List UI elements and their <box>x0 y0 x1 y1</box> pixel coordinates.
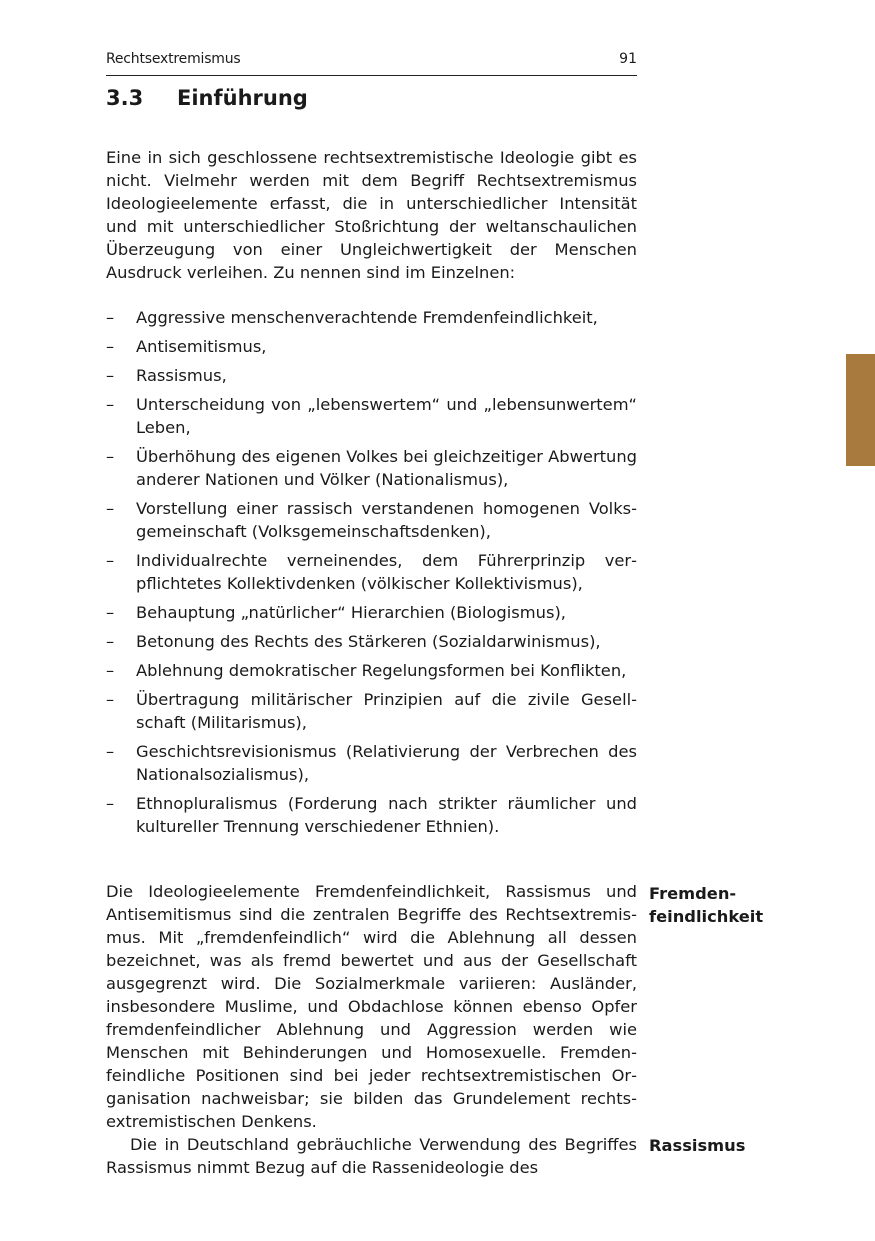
list-dash: – <box>106 632 115 651</box>
list-dash: – <box>106 499 115 518</box>
chapter-thumb-tab <box>846 354 875 466</box>
list-dash: – <box>106 690 115 709</box>
list-item: – Individualrechte verneinendes, dem Führerprinzip verpflichtetes Kollektivdenken (völkischer Kollektivismus), <box>106 551 637 593</box>
list-item: – Überhöhung des eigenen Volkes bei gleichzeitiger Abwertung anderer Nationen und Völker (Nationalismus), <box>106 447 637 489</box>
running-header <box>106 51 637 76</box>
page-number: 91 <box>619 51 637 67</box>
list-item: – Unterscheidung von „lebenswertem“ und „lebensunwertem“ Leben, <box>106 395 637 437</box>
list-dash: – <box>106 661 115 680</box>
list-item: – Behauptung „natürlicher“ Hierarchien (Biologismus), <box>106 603 566 622</box>
list-dash: – <box>106 551 115 570</box>
paragraph-fremdenfeindlichkeit <box>106 880 637 1133</box>
list-dash: – <box>106 447 115 466</box>
list-dash: – <box>106 308 115 327</box>
margin-note-rassismus: Rassismus <box>649 1136 746 1155</box>
intro-paragraph: Eine in sich geschlossene rechtsextremistische Ideologie gibt es nicht. Vielmehr werden mit dem Begriff Rechtsextremismus Ideologieelemente erfasst, die in unterschiedlicher Intensität und mit unterschiedlicher Stoßrichtung der weltanschaulichen Überzeugung von einer Ungleichwertigkeit der Menschen Ausdruck verleihen. Zu nennen sind im Einzelnen: <box>106 148 637 282</box>
list-dash: – <box>106 742 115 761</box>
list-item: – Rassismus, <box>106 366 227 385</box>
section-heading <box>106 86 308 110</box>
list-dash: – <box>106 395 115 414</box>
ideology-elements-list <box>106 306 637 844</box>
list-dash: – <box>106 794 115 813</box>
list-item: – Übertragung militärischer Prinzipien auf die zivile Gesellschaft (Militarismus), <box>106 690 637 732</box>
list-item: – Ablehnung demokratischer Regelungsformen bei Konflikten, <box>106 661 627 680</box>
paragraph-fremdenfeindlichkeit-text: Die Ideologieelemente Fremdenfeindlichkeit, Rassismus und Antisemitismus sind die zentralen Begriffe des Rechtsextremismus. Mit „fremdenfeindlich“ wird die Ablehnung all dessen bezeichnet, was als fremd bewertet und aus der Gesellschaft ausgegrenzt wird. Die Sozialmerkmale variieren: Ausländer, insbesondere Muslime, und Obdachlose können ebenso Opfer fremdenfeindlicher Ablehnung und Aggression werden wie Menschen mit Behinderungen und Homosexuelle. Fremdenfeindliche Positionen sind bei jeder rechtsextremistischen Organisation nachweisbar; sie bilden das Grundelement rechtsextremistischen Denkens. <box>106 882 637 1131</box>
list-dash: – <box>106 366 115 385</box>
list-dash: – <box>106 603 115 622</box>
margin-note-line: feindlichkeit <box>649 907 764 926</box>
list-item: – Antisemitismus, <box>106 337 267 356</box>
section-number: 3.3 <box>106 86 144 110</box>
paragraph-rassismus <box>106 1133 637 1179</box>
margin-note-fremdenfeindlichkeit <box>649 882 763 928</box>
section-title: Einführung <box>177 86 308 110</box>
list-item: – Betonung des Rechts des Stärkeren (Sozialdarwinismus), <box>106 632 601 651</box>
list-item: – Ethnopluralismus (Forderung nach strikter räumlicher und kultureller Trennung verschiedener Ethnien). <box>106 794 637 836</box>
running-title: Rechtsextremismus <box>106 51 241 67</box>
list-item: – Geschichtsrevisionismus (Relativierung der Verbrechen des Nationalsozialismus), <box>106 742 637 784</box>
paragraph-rassismus-text: Die in Deutschland gebräuchliche Verwendung des Begriffes Rassismus nimmt Bezug auf die Rassenideologie des <box>106 1135 637 1177</box>
list-dash: – <box>106 337 115 356</box>
list-item: – Vorstellung einer rassisch verstandenen homogenen Volksgemeinschaft (Volksgemeinschaftsdenken), <box>106 499 637 541</box>
list-item: – Aggressive menschenverachtende Fremdenfeindlichkeit, <box>106 308 598 327</box>
margin-note-line: Fremden- <box>649 884 737 903</box>
